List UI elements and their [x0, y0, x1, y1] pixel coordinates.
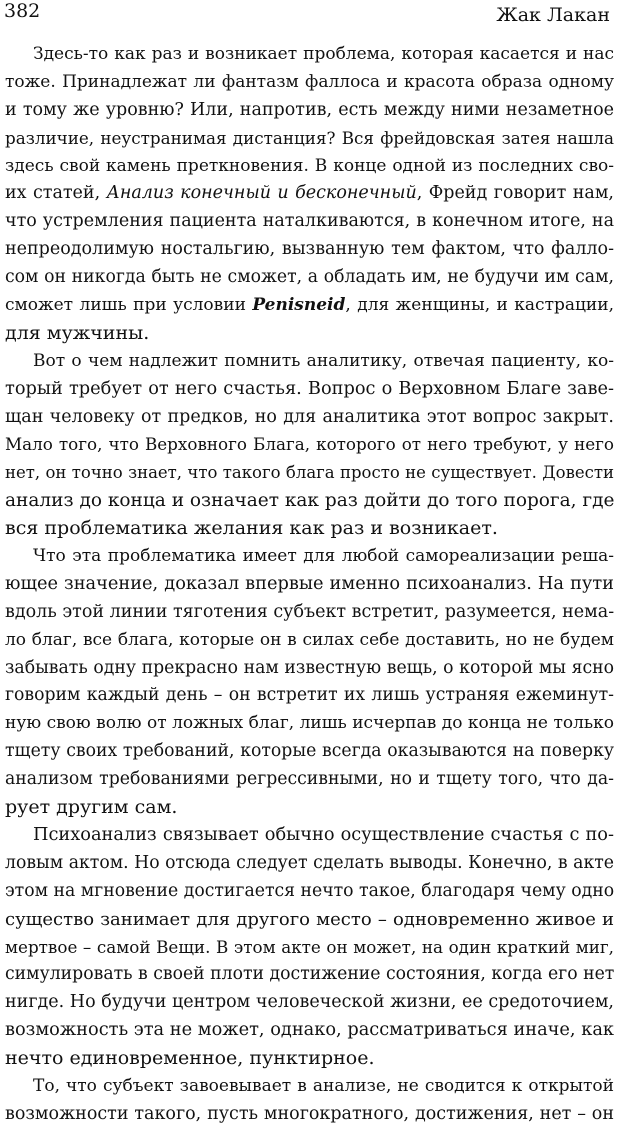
text-line: здесь свой камень преткновения. В конце одной из последних сво-	[5, 155, 614, 176]
text-line: нет, он точно знает, что такого блага просто не существует. Довести	[5, 463, 614, 483]
text-line: анализ до конца и означает как раз дойти до того порога, где	[5, 490, 615, 512]
text-line: нечто единовременное, пунктирное.	[5, 1047, 375, 1070]
text-line: ную свою волю от ложных благ, лишь исчерпав до конца не только	[5, 713, 614, 734]
text-line: вдоль этой линии тяготения субъект встретит, разумеется, нема-	[5, 601, 615, 622]
text-line: Вот о чем надлежит помнить аналитику, отвечая пациенту, ко-	[33, 350, 614, 371]
page-number: 382	[4, 0, 41, 22]
text-line: что устремления пациента наталкиваются, в конечном итоге, на	[5, 211, 614, 232]
text-line: торый требует от него счастья. Вопрос о Верховном Благе заве-	[5, 378, 614, 399]
text-line: нигде. Но будучи центром человеческой жизни, ее средоточием,	[5, 992, 614, 1013]
text-line: тоже. Принадлежат ли фантазм фаллоса и красота образа одному	[5, 71, 614, 92]
text-line: мертвое – самой Вещи. В этом акте он может, на один краткий миг,	[5, 936, 614, 957]
text-line: ло благ, все блага, которые он в силах себе доставить, но не будем	[5, 629, 614, 650]
text-line: То, что субъект завоевывает в анализе, не сводится к открытой	[33, 1075, 614, 1096]
text-line: вся проблематика желания как раз и возникает.	[5, 517, 498, 540]
text-line: Что эта проблематика имеет для любой самореализации реша-	[33, 546, 614, 567]
text-line: забывать одну прекрасно нам известную вещь, о которой мы ясно	[5, 657, 614, 678]
running-head: Жак Лакан	[496, 4, 610, 26]
text-line: этом на мгновение достигается нечто такое, благодаря чему одно	[5, 880, 615, 901]
text-line: тщету своих требований, которые всегда оказываются на поверку	[5, 741, 614, 762]
text-line: для мужчины.	[5, 321, 150, 344]
text-line: существо занимает для другого место – одновременно живое и	[5, 908, 614, 930]
text-line: щан человеку от предков, но для аналитика этот вопрос закрыт.	[5, 406, 614, 427]
text-line: сом он никогда быть не сможет, а обладать им, не будучи им сам,	[5, 267, 614, 288]
text-line: Здесь-то как раз и возникает проблема, которая касается и нас	[33, 44, 614, 64]
body-text	[5, 41, 614, 1129]
text-line: Мало того, что Верховного Блага, которого от него требуют, у него	[5, 434, 614, 455]
text-line: говорим каждый день – он встретит их лишь устраняя ежеминут-	[5, 685, 614, 706]
text-line: возможности такого, пусть многократного, достижения, нет – он	[5, 1103, 614, 1124]
text-line: анализом требованиями регрессивными, но и тщету того, что да-	[5, 769, 614, 790]
text-line: сможет лишь при условии Penisneid, для женщины, и кастрации,	[5, 295, 614, 316]
text-line: симулировать в своей плоти достижение состояния, когда его нет	[5, 964, 615, 985]
text-line: непреодолимую ностальгию, вызванную тем фактом, что фалло-	[5, 239, 614, 260]
text-line: ющее значение, доказал впервые именно психоанализ. На пути	[5, 573, 614, 594]
text-line: возможность эта не может, однако, рассматриваться иначе, как	[5, 1020, 614, 1041]
text-line: ловым актом. Но отсюда следует сделать выводы. Конечно, в акте	[5, 852, 614, 873]
italic-title: Анализ конечный и бесконечный	[106, 183, 417, 204]
text-line: и тому же уровню? Или, напротив, есть между ними незаметное	[5, 99, 614, 120]
italic-title: Penisneid	[252, 295, 346, 316]
text-line: рует другим сам.	[5, 796, 178, 819]
text-line: Психоанализ связывает обычно осуществление счастья с по-	[33, 824, 614, 845]
text-line: различие, неустранимая дистанция? Вся фрейдовская затея нашла	[5, 127, 614, 148]
text-line: их статей, Анализ конечный и бесконечный, Фрейд говорит нам,	[5, 183, 614, 204]
